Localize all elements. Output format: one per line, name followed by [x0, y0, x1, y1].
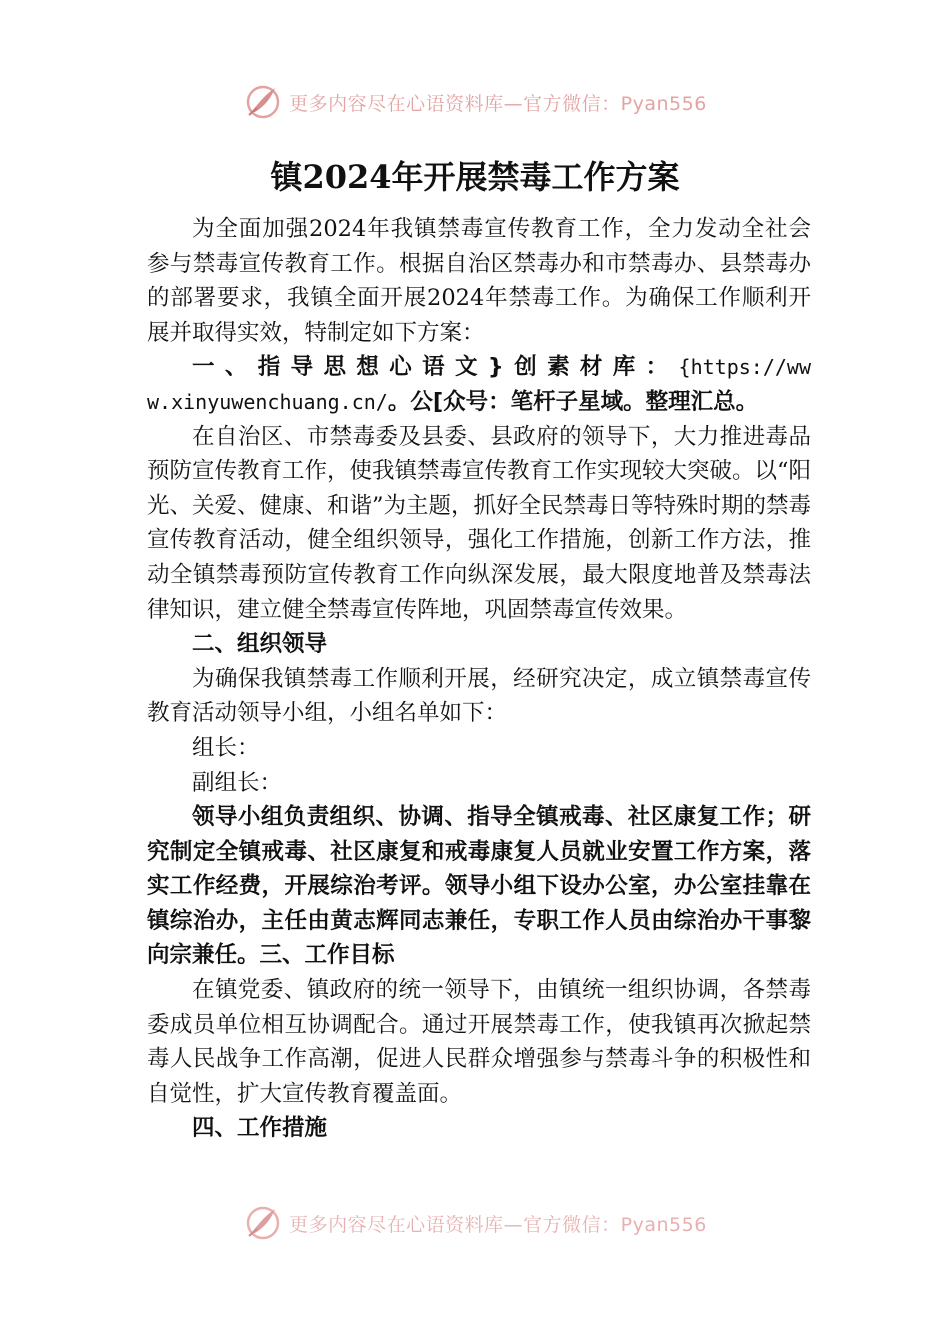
watermark-footer	[0, 1205, 950, 1241]
document-body	[147, 212, 811, 1146]
quill-logo-icon	[243, 1203, 283, 1243]
intro-paragraph: 为全面加强2024年我镇禁毒宣传教育工作，全力发动全社会参与禁毒宣传教育工作。根据自治区禁毒办和市禁毒办、县禁毒办的部署要求，我镇全面开展2024年禁毒工作。为确保工作顺利开展并取得实效，特制定如下方案：	[147, 216, 811, 346]
section1-heading-line	[147, 350, 811, 419]
watermark-text: 更多内容尽在心语资料库—官方微信：Pyan556	[289, 92, 707, 115]
quill-logo-icon	[243, 82, 283, 122]
section4-heading: 四、工作措施	[192, 1115, 328, 1142]
source-url: {https://www.xinyuwenchuang.cn/	[147, 355, 811, 414]
section3-body: 在镇党委、镇政府的统一领导下，由镇统一组织协调，各禁毒委成员单位相互协调配合。通过开展禁毒工作，使我镇再次掀起禁毒人民战争工作高潮，促进人民群众增强参与禁毒斗争的积极性和自觉性，扩大宣传教育覆盖面。	[147, 977, 811, 1107]
section2-duties: 领导小组负责组织、协调、指导全镇戒毒、社区康复工作；研究制定全镇戒毒、社区康复和戒毒康复人员就业安置工作方案，落实工作经费，开展综治考评。领导小组下设办公室，办公室挂靠在镇综治办，主任由黄志辉同志兼任，专职工作人员由综治办干事黎向宗兼任。三、工作目标	[147, 804, 811, 969]
watermark-header	[0, 82, 950, 122]
document-title: 镇2024年开展禁毒工作方案	[270, 158, 680, 196]
section1-body: 在自治区、市禁毒委及县委、县政府的领导下，大力推进毒品预防宣传教育工作，使我镇禁毒宣传教育工作实现较大突破。以“阳光、关爱、健康、和谐”为主题，抓好全民禁毒日等特殊时期的禁毒宣传教育活动，健全组织领导，强化工作措施，创新工作方法，推动全镇禁毒预防宣传教育工作向纵深发展，最大限度地普及禁毒法律知识，建立健全禁毒宣传阵地，巩固禁毒宣传效果。	[147, 423, 812, 623]
deputy-leader-line: 副组长：	[192, 769, 283, 796]
section2-body: 为确保我镇禁毒工作顺利开展，经研究决定，成立镇禁毒宣传教育活动领导小组，小组名单如下：	[147, 665, 811, 727]
group-leader-line: 组长：	[192, 734, 260, 761]
section1-heading: 一、指导思想心语文}创素材库：	[192, 354, 679, 381]
watermark-text: 更多内容尽在心语资料库—官方微信：Pyan556	[289, 1213, 707, 1236]
section2-heading: 二、组织领导	[192, 631, 328, 658]
section1-heading-tail: 。公[众号：笔杆子星域。整理汇总。	[387, 388, 759, 415]
